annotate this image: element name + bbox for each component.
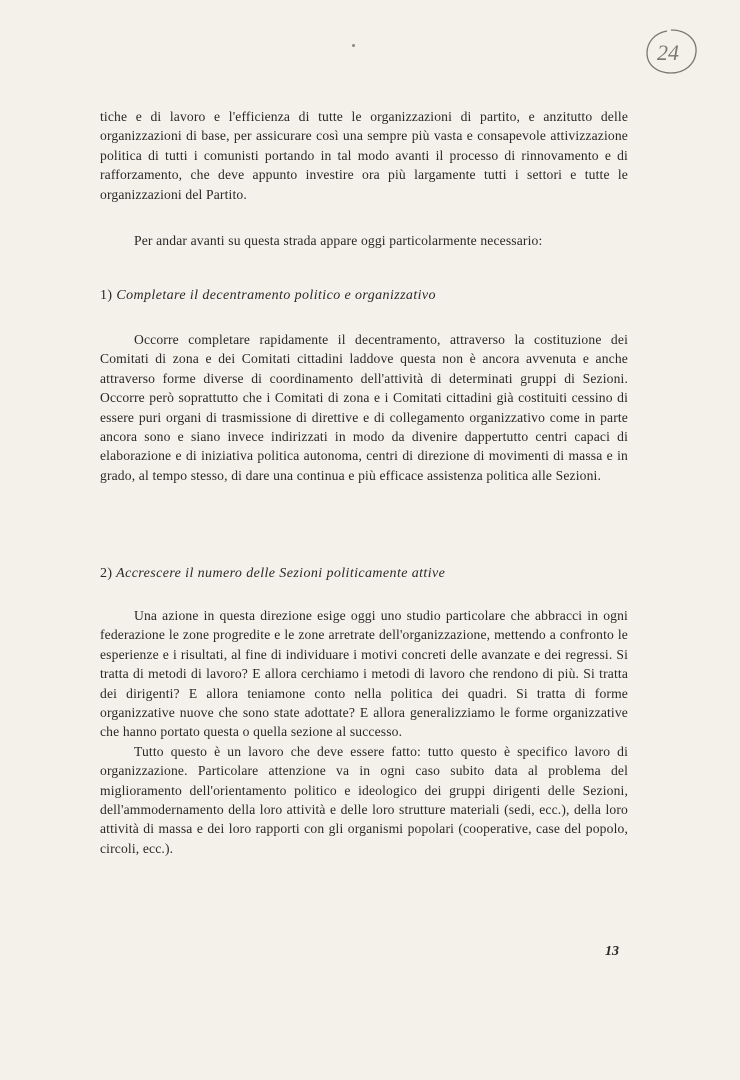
intro-paragraph: tiche e di lavoro e l'efficienza di tutte le organizzazioni di partito, e anzitutto delle organizzazioni di base, per assicurare così una sempre più vasta e consapevole attivizzazione politica di tutti i comunisti portando in tal modo avanti il processo di rinnovamento e di rafforzamento, che deve appunto investire ora più largamente tutti i settori e tutte le organizzazioni del Partito. bbox=[100, 109, 628, 202]
lead-paragraph: Per andar avanti su questa strada appare oggi particolarmente necessario: bbox=[134, 233, 543, 248]
intro-block bbox=[100, 107, 628, 204]
section2-heading bbox=[100, 566, 445, 582]
archive-stamp-circle-icon bbox=[643, 26, 699, 76]
section1-body bbox=[100, 330, 628, 485]
paper-speck bbox=[352, 44, 355, 47]
section1-title: Completare il decentramento politico e organizzativo bbox=[116, 288, 436, 303]
lead-block bbox=[100, 231, 628, 250]
section2-paragraph-1: Una azione in questa direzione esige oggi uno studio particolare che abbracci in ogni federazione le zone progredite e le zone arretrate dell'organizzazione, mettendo a confronto le esperienze e i risultati, al fine di individuare i motivi concreti delle avanzate e dei regressi. Si tratta di metodi di lavoro? E allora cerchiamo i metodi di lavoro che rendono di più. Si tratta dei dirigenti? E allora teniamone conto nella politica dei quadri. Si tratta di forme organizzative nuove che sono state adottate? E allora generalizziamo le forme organizzative che hanno portato questa o quella sezione al successo. bbox=[100, 608, 628, 740]
section1-heading bbox=[100, 288, 436, 304]
section2-title: Accrescere il numero delle Sezioni politicamente attive bbox=[116, 566, 446, 581]
section1-number: 1) bbox=[100, 288, 113, 303]
section1-paragraph: Occorre completare rapidamente il decentramento, attraverso la costituzione dei Comitati di zona e dei Comitati cittadini laddove questa non è ancora avvenuta e anche attraverso forme diverse di coordinamento dell'attività di determinati gruppi di Sezioni. Occorre però soprattutto che i Comitati di zona e i Comitati cittadini già costituiti cessino di essere puri organi di trasmissione di direttive e di collegamento organizzativo come in parte ancora sono e siano invece indirizzati in modo da divenire dappertutto centri capaci di elaborazione e di iniziativa politica autonoma, centri di direzione di movimenti di massa e in grado, al tempo stesso, di dare una continua e più efficace assistenza politica alle Sezioni. bbox=[100, 332, 628, 483]
section2-paragraph-2: Tutto questo è un lavoro che deve essere fatto: tutto questo è specifico lavoro di organizzazione. Particolare attenzione va in ogni caso subito data al problema del miglioramento dell'orientamento politico e ideologico dei gruppi dirigenti delle Sezioni, dell'ammodernamento della loro attività e delle loro strutture materiali (sedi, ecc.), della loro attività di massa e dei loro rapporti con gli organismi popolari (cooperative, case del popolo, circoli, ecc.). bbox=[100, 743, 628, 856]
archive-stamp-number: 24 bbox=[657, 40, 679, 65]
page-number: 13 bbox=[605, 944, 619, 959]
archive-stamp bbox=[643, 26, 699, 76]
section2-number: 2) bbox=[100, 566, 113, 581]
section2-body bbox=[100, 606, 628, 858]
